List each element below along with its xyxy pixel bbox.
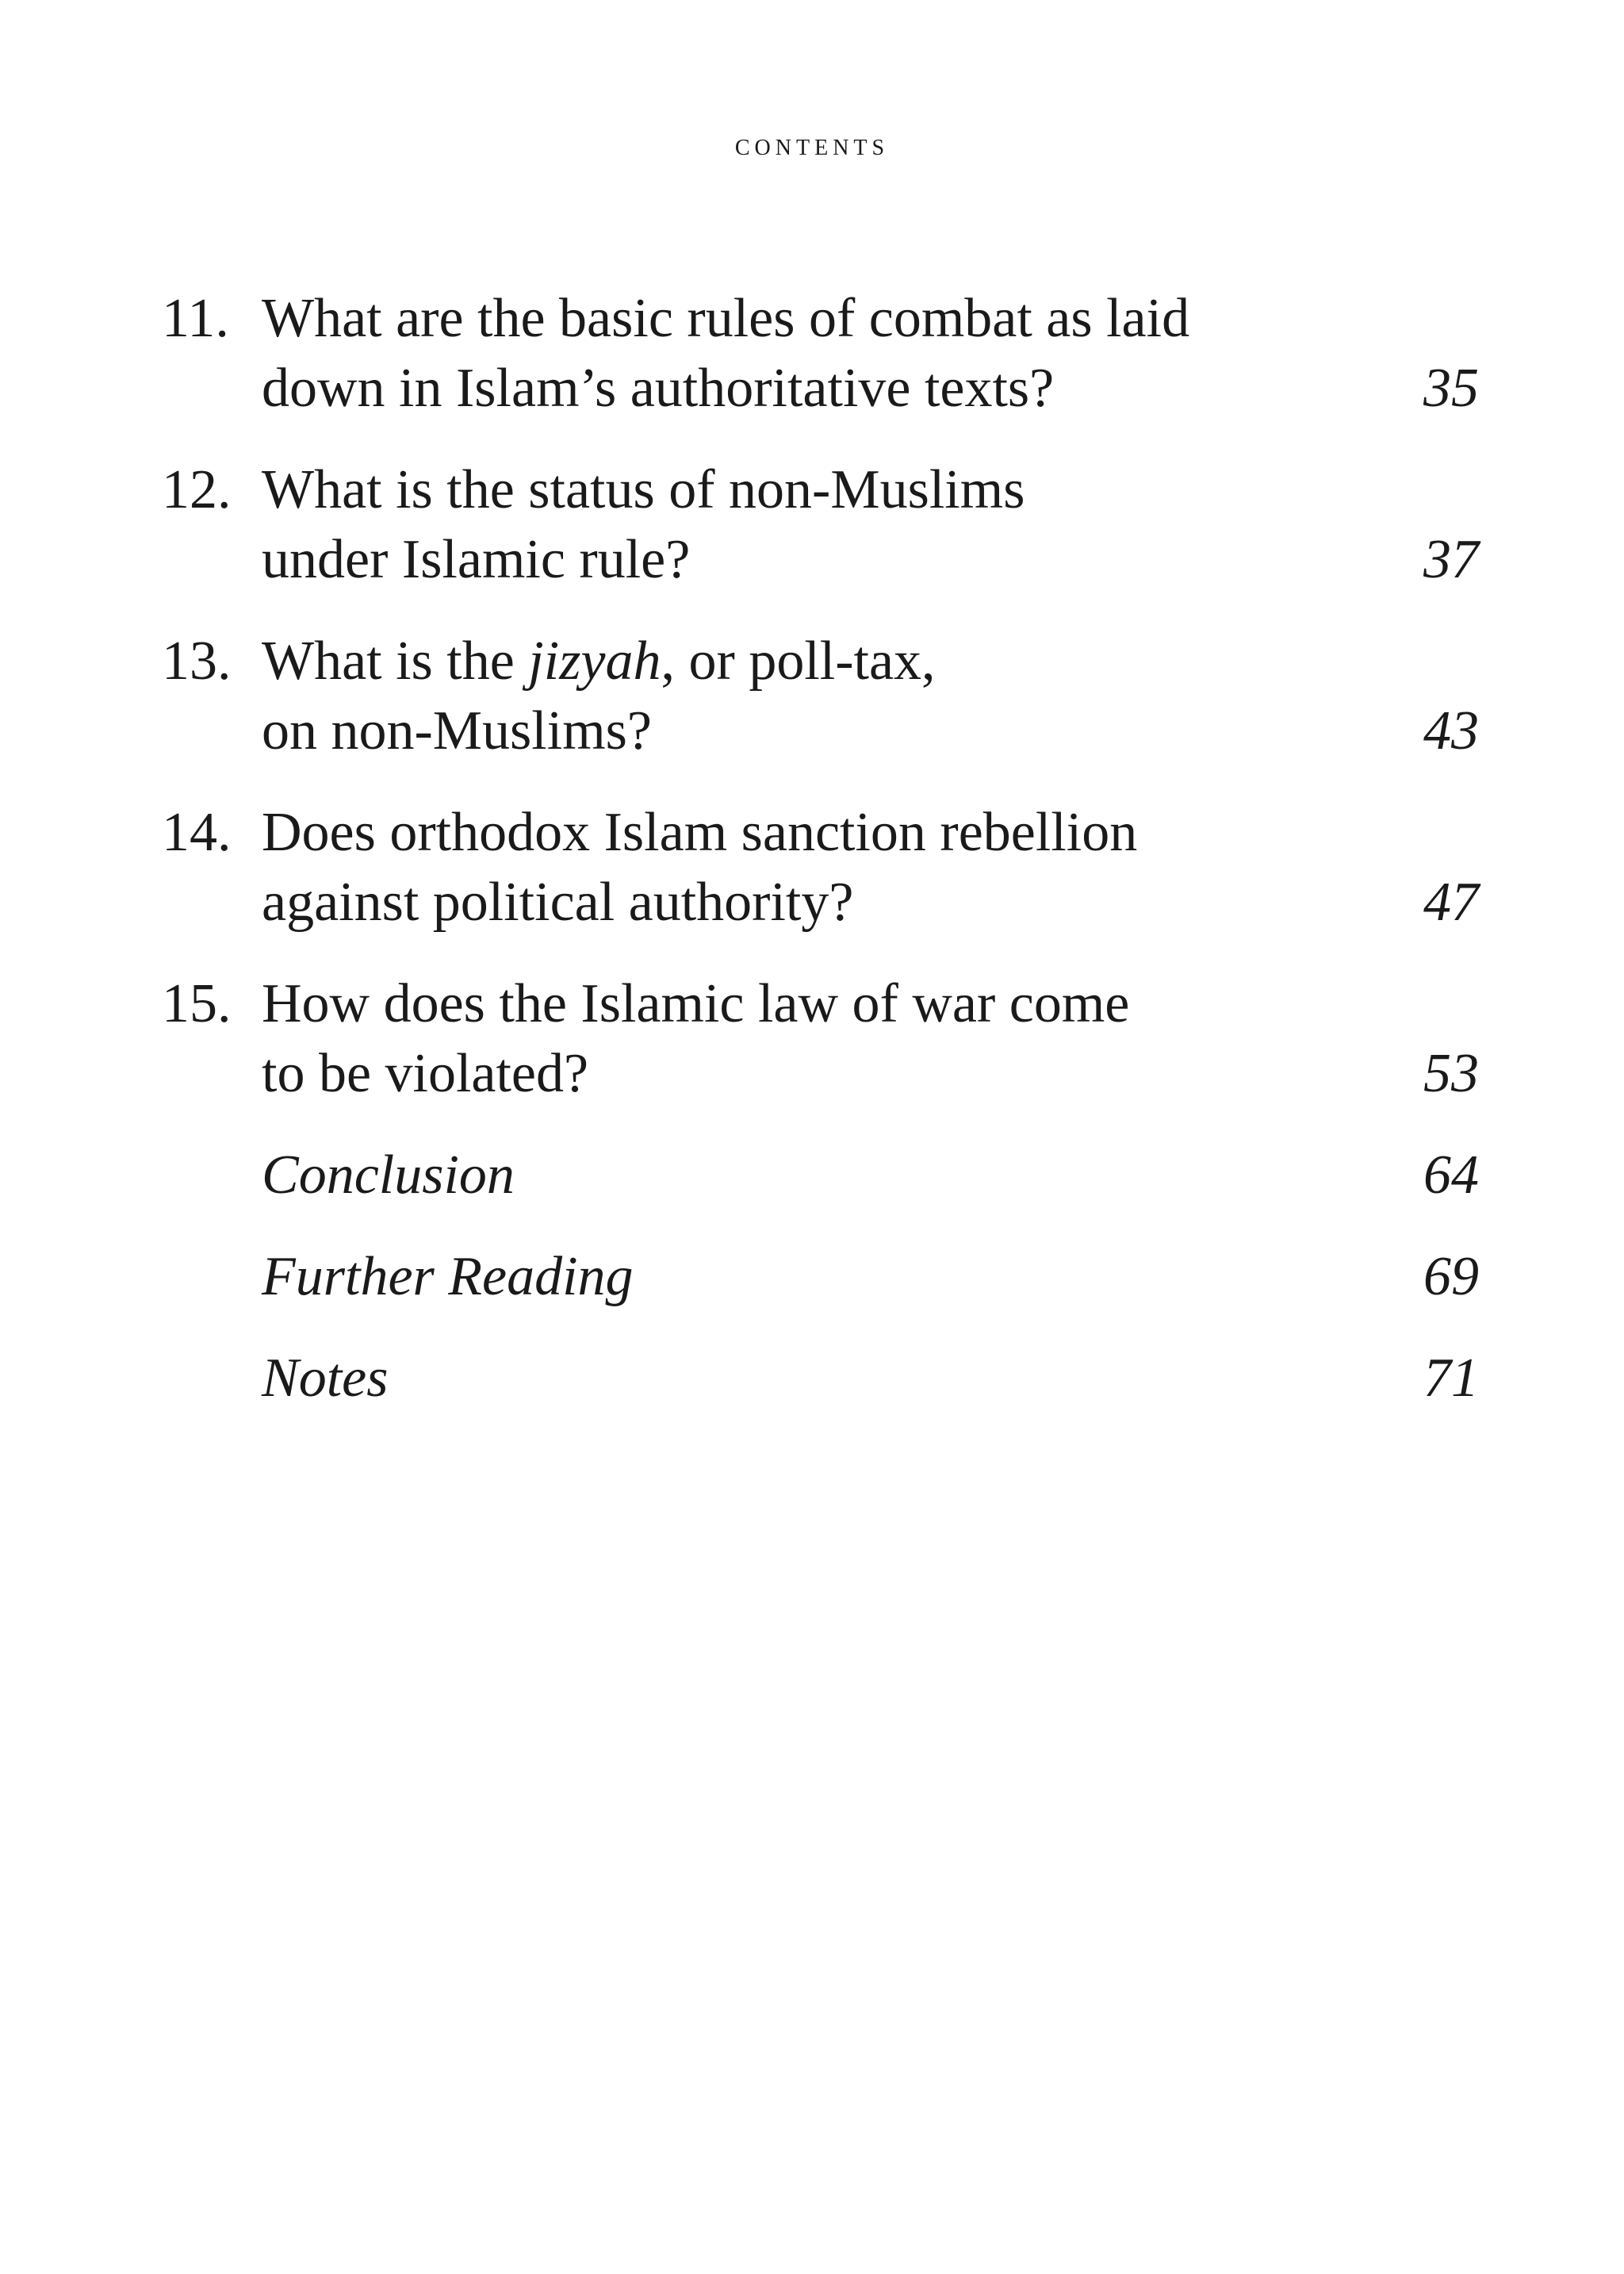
title-text: , or poll-tax, bbox=[661, 631, 936, 692]
entry-title bbox=[262, 1344, 1293, 1413]
entry-title bbox=[262, 969, 1293, 1109]
entry-page-number: 43 bbox=[1423, 700, 1479, 761]
entry-title-line: How does the Islamic law of war come bbox=[262, 973, 1130, 1034]
entry-title bbox=[262, 455, 1293, 595]
entry-title-line: against political authority? bbox=[262, 872, 854, 933]
title-text: What is the bbox=[262, 631, 529, 692]
entry-title-line bbox=[262, 627, 1293, 696]
entry-title bbox=[262, 627, 1293, 766]
entry-page-number: 53 bbox=[1423, 1043, 1479, 1104]
entry-number: 12. bbox=[162, 459, 232, 520]
entry-title-line: What is the status of non-Muslims bbox=[262, 459, 1025, 520]
entry-title bbox=[262, 798, 1293, 938]
entry-title-line: Conclusion bbox=[262, 1145, 515, 1206]
entry-title bbox=[262, 1242, 1293, 1312]
entry-title-line: on non-Muslims? bbox=[262, 700, 652, 761]
running-head: contents bbox=[734, 126, 890, 162]
entry-number: 14. bbox=[162, 802, 232, 863]
entry-page-number: 69 bbox=[1423, 1246, 1479, 1307]
entry-title-line: to be violated? bbox=[262, 1043, 589, 1104]
entry-page-number: 37 bbox=[1423, 529, 1479, 590]
entry-number: 15. bbox=[162, 973, 232, 1034]
entry-title-line: Further Reading bbox=[262, 1246, 634, 1307]
entry-title bbox=[262, 1141, 1293, 1210]
entry-page-number: 47 bbox=[1423, 872, 1479, 933]
entry-number: 11. bbox=[162, 288, 229, 349]
entry-title-line: What are the basic rules of combat as laid bbox=[262, 288, 1190, 349]
entry-page-number: 64 bbox=[1423, 1145, 1479, 1206]
entry-title-line: Notes bbox=[262, 1348, 389, 1409]
entry-page-number: 71 bbox=[1423, 1348, 1479, 1409]
entry-title-line: under Islamic rule? bbox=[262, 529, 691, 590]
entry-title-line: Does orthodox Islam sanction rebellion bbox=[262, 802, 1138, 863]
entry-page-number: 35 bbox=[1423, 358, 1479, 419]
entry-title-line: down in Islam’s authoritative texts? bbox=[262, 358, 1055, 419]
entry-title bbox=[262, 284, 1293, 424]
title-italic-term: jizyah bbox=[528, 631, 661, 692]
entry-number: 13. bbox=[162, 631, 232, 692]
